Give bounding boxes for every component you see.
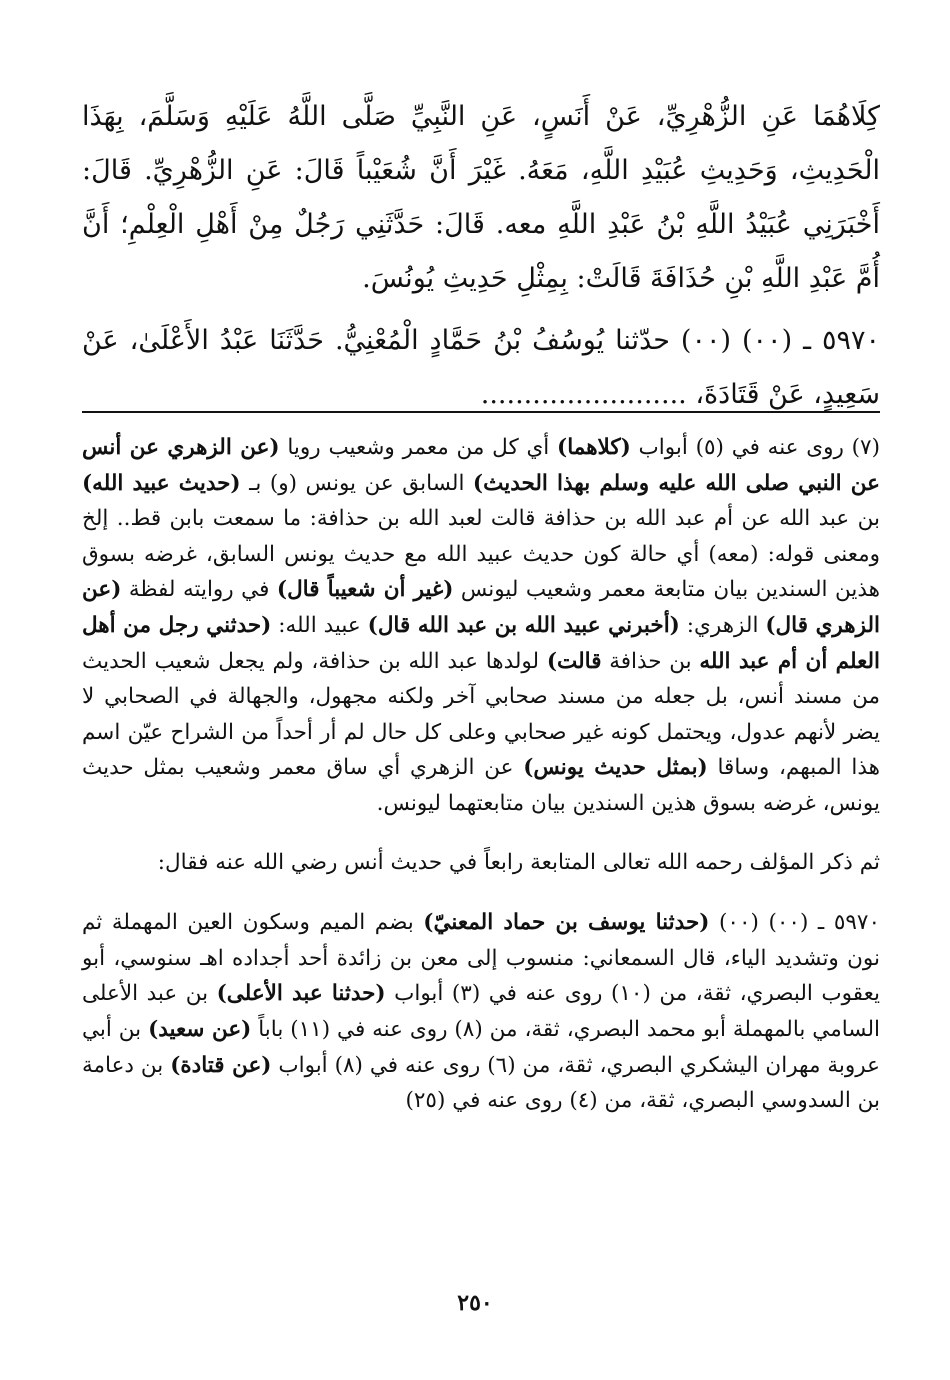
commentary-text: في روايته لفظة (121, 577, 277, 603)
quoted-text-bold: (عن سعيد) (148, 1016, 252, 1042)
quoted-text-bold: (حدثنا عبد الأعلى) (216, 981, 386, 1007)
quoted-text-bold: (حدثنا يوسف بن حماد المعنيّ) (423, 910, 710, 936)
quoted-text-bold: (غير أن شعيباً قال) (276, 577, 454, 603)
page-number: ٢٥٠ (457, 1290, 493, 1316)
footnote-divider (82, 411, 880, 413)
commentary-intro: ثم ذكر المؤلف رحمه الله تعالى المتابعة رابعاً في حديث أنس رضي الله عنه فقال: (157, 849, 880, 875)
commentary-text: أي كل من معمر وشعيب رويا (279, 435, 558, 460)
commentary-text: بن عبد الأعلى السامي بالمهملة أبو محمد البصري، ثقة، من (٨) روى عنه في (١١) باباً (82, 981, 880, 1042)
footnote-7 (82, 430, 880, 822)
commentary-text: عبيد الله: (271, 612, 368, 638)
commentary-text: بن حذافة (601, 648, 700, 674)
quoted-text-bold: (عن قتادة) (170, 1052, 272, 1078)
commentary-text: (٧) روى عنه في (٥) أبواب (630, 435, 880, 460)
commentary-text: السابق عن يونس (و) بـ (240, 470, 473, 496)
commentary-text: لولدها عبد الله بن حذافة، ولم يجعل شعيب الحديث من مسند أنس، بل جعله من مسند صحابي آخر ولكنه مجهول، والجهالة في الصحابي لا يضر لأنهم عدول، ويحتمل كونه غير صحابي وعلى كل حال لم أر أحداً من الشراح عيّن اسم هذا المبهم، وساقا (82, 648, 881, 781)
commentary-text: الزهري: (679, 612, 766, 638)
commentary-text: بن أبي عروبة مهران اليشكري البصري، ثقة، من (٦) روى عنه في (٨) أبواب (82, 1016, 880, 1078)
main-text (82, 90, 880, 422)
commentary-text: بضم الميم وسكون العين المهملة ثم نون وتشديد الياء، قال السمعاني: منسوب إلى معن بن زائدة أحد أجداده اهـ سنوسي، أبو يعقوب البصري، ثقة، من (١٠) روى عنه في (٣) أبواب (82, 910, 880, 1007)
commentary-text: بن عبد الله عن أم عبد الله بن حذافة قالت لعبد الله بن حذافة: ما سمعت بابن قط.. إلخ ومعنى قوله: (معه) أي حالة كون حديث عبيد الله مع حديث يونس السابق، غرضه بسوق هذين السندين بيان متابعة معمر وشعيب ليونس (82, 506, 880, 603)
quoted-text-bold: (أخبرني عبيد الله بن عبد الله قال) (367, 612, 680, 638)
hadith-5970-text: ٥٩٧٠ ـ (٠٠) (٠٠) حدّثنا يُوسُفُ بْنُ حَمَّادٍ الْمُعْنِيُّ. حَدَّثَنَا عَبْدُ الأَعْلَىٰ، عَنْ سَعِيدٍ، عَنْ قَتَادَةَ، ........................ (82, 325, 881, 410)
quoted-text-bold: (بمثل حديث يونس) (523, 755, 708, 781)
quoted-text-bold: (حديث عبيد الله) (82, 470, 241, 496)
commentary-text: بن دعامة بن السدوسي البصري، ثقة، من (٤) روى عنه في (٢٥) (82, 1052, 880, 1114)
commentary-text: عن الزهري أي ساق معمر وشعيب بمثل حديث يونس، غرضه بسوق هذين السندين بيان متابعتهما ليونس. (82, 755, 880, 816)
quoted-text-bold: (عن الزهري عن أنس عن النبي صلى الله عليه وسلم بهذا الحديث) (82, 435, 880, 496)
quoted-text-bold: (عن الزهري قال) (82, 577, 880, 638)
footnotes (82, 430, 880, 1119)
commentary-5970 (82, 905, 880, 1119)
commentary-text: ٥٩٧٠ ـ (٠٠) (٠٠) (709, 910, 881, 936)
quoted-text-bold: (حدثني رجل من أهل العلم أن أم عبد الله (82, 612, 880, 674)
quoted-text-bold: قالت) (546, 648, 602, 674)
quoted-text-bold: (كلاهما) (557, 435, 631, 460)
main-paragraph: كِلَاهُمَا عَنِ الزُّهْرِيِّ، عَنْ أَنَسٍ، عَنِ النَّبِيِّ صَلَّى اللَّهُ عَلَيْهِ وَسَلَّمَ، بِهَذَا الْحَدِيثِ، وَحَدِيثِ عُبَيْدِ اللَّهِ، مَعَهُ. غَيْرَ أَنَّ شُعَيْباً قَالَ: عَنِ الزُّهْرِيِّ. قَالَ: أَخْبَرَنِي عُبَيْدُ اللَّهِ بْنُ عَبْدِ اللَّهِ معه. قَالَ: حَدَّثَنِي رَجُلٌ مِنْ أَهْلِ الْعِلْمِ؛ أَنَّ أُمَّ عَبْدِ اللَّهِ بْنِ حُذَافَةَ قَالَتْ: بِمِثْلِ حَدِيثِ يُونُسَ. (82, 101, 880, 294)
